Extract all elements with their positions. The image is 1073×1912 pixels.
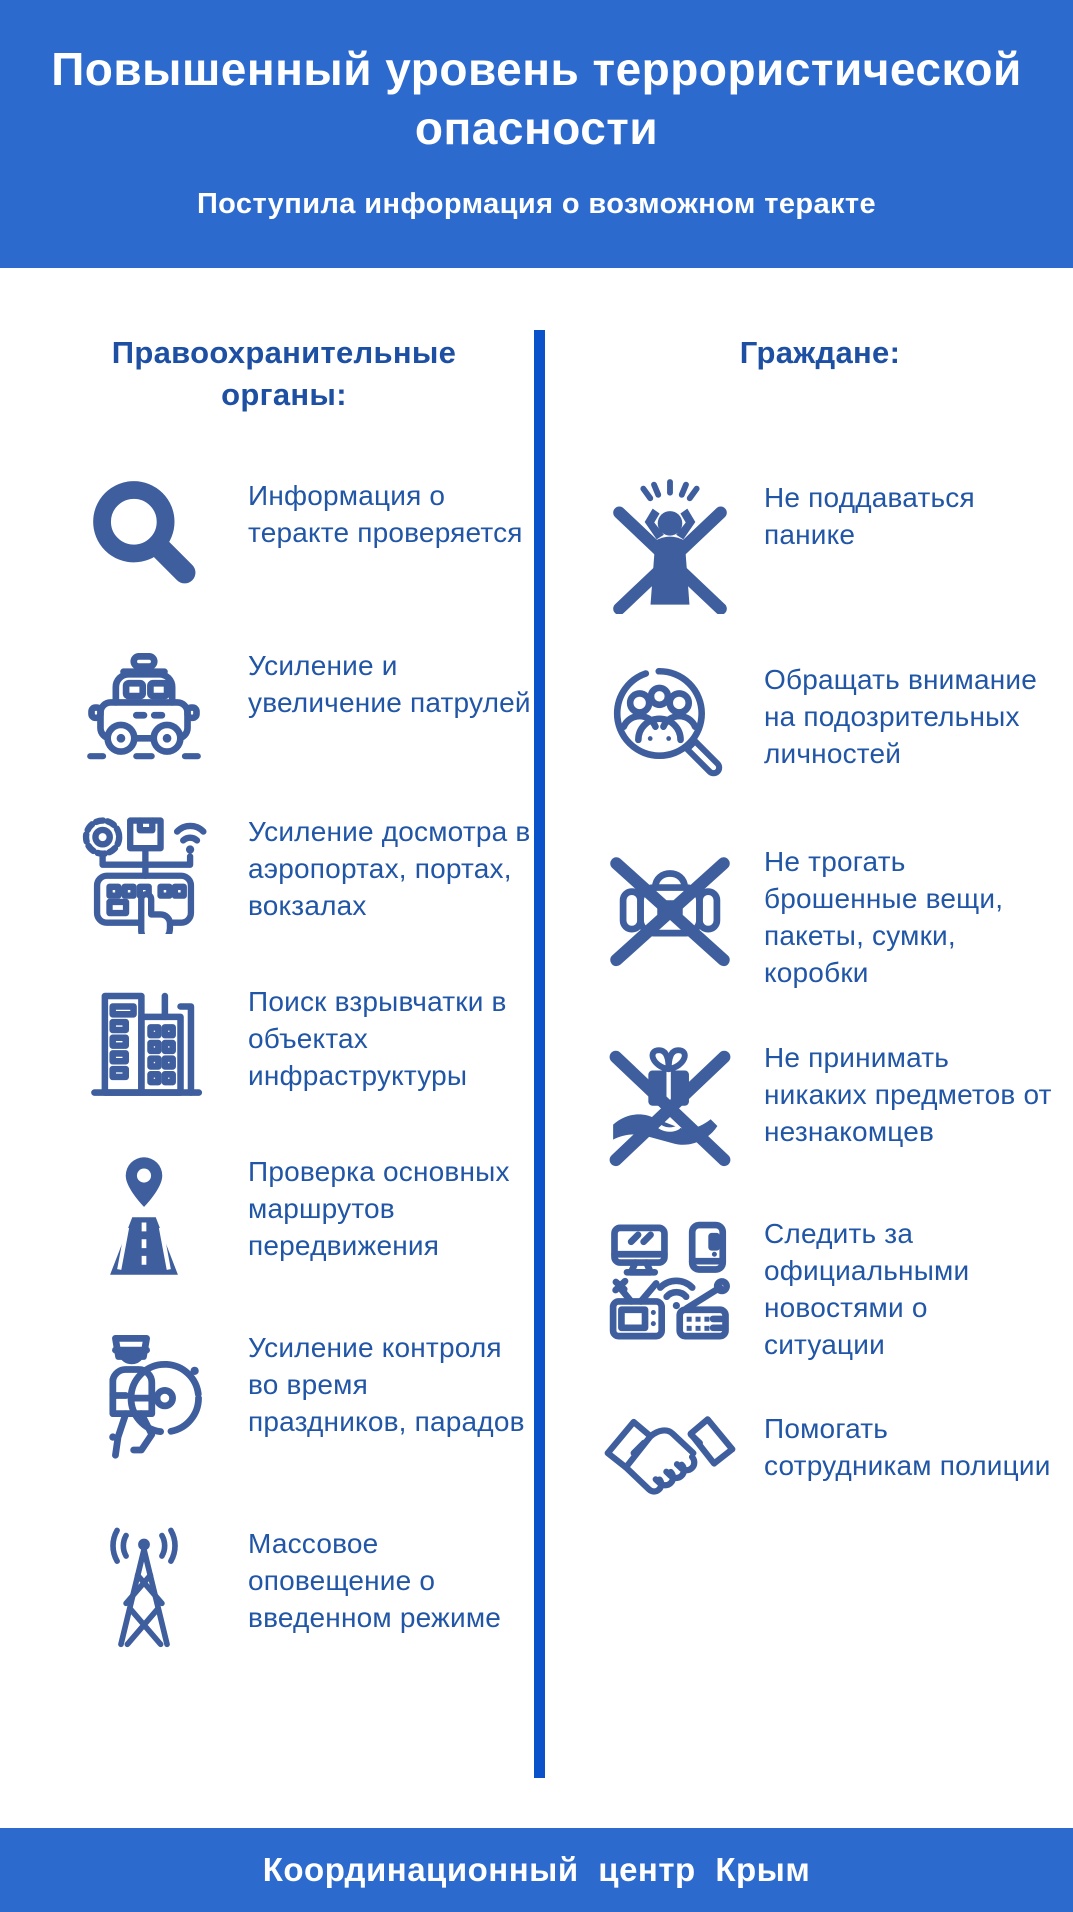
parade-guard-icon (64, 1328, 224, 1476)
footer-title: Координационный центр Крым (262, 1851, 811, 1888)
list-item (600, 660, 1073, 796)
column-heading-citizens: Граждане: (739, 335, 901, 370)
magnifier-icon (64, 476, 224, 598)
item-label: Информация о теракте проверяется (248, 479, 523, 548)
content-area (0, 268, 1073, 1828)
list-item (64, 1524, 534, 1652)
law-enforcement-items (64, 476, 534, 1652)
list-item (64, 982, 534, 1104)
item-label: Не трогать брошенные вещи, пакеты, сумки, коробки (764, 845, 1004, 988)
page-subtitle: Поступила информация о возможном теракте (196, 187, 877, 220)
crowd-magnifier-icon (600, 660, 740, 796)
column-citizens (546, 268, 1073, 1828)
footer-band (0, 1828, 1073, 1912)
list-item (600, 478, 1073, 614)
column-heading-law-enforcement: Правоохранительные органы: (111, 335, 457, 412)
list-item (64, 476, 534, 598)
item-label: Не поддаваться панике (764, 481, 975, 550)
road-pin-icon (64, 1152, 224, 1280)
item-label: Не принимать никаких предметов от незнакомцев (764, 1041, 1052, 1147)
column-divider (534, 330, 545, 1778)
item-label: Усиление и увеличение патрулей (248, 649, 531, 718)
police-car-icon (64, 646, 224, 764)
buildings-icon (64, 982, 224, 1104)
list-item (64, 1152, 534, 1280)
no-panic-icon (600, 478, 740, 614)
page-title: Повышенный уровень террористической опасности (51, 43, 1022, 154)
item-label: Проверка основных маршрутов передвижения (248, 1155, 510, 1261)
radio-tower-icon (64, 1524, 224, 1652)
item-label: Массовое оповещение о введенном режиме (248, 1527, 502, 1633)
item-label: Следить за официальными новостями о ситуации (764, 1217, 970, 1360)
handshake-icon (600, 1409, 740, 1505)
list-item (600, 842, 1073, 992)
no-abandoned-bag-icon (600, 842, 740, 968)
column-law-enforcement (0, 268, 534, 1828)
item-label: Поиск взрывчатки в объектах инфраструктуры (248, 985, 507, 1091)
list-item (64, 812, 534, 934)
official-news-icon (600, 1214, 740, 1350)
item-label: Обращать внимание на подозрительных личностей (764, 663, 1038, 769)
security-scanner-icon (64, 812, 224, 934)
list-item (600, 1214, 1073, 1364)
list-item (64, 1328, 534, 1476)
citizens-items (600, 478, 1073, 1506)
item-label: Помогать сотрудникам полиции (764, 1413, 1051, 1482)
list-item (64, 646, 534, 764)
list-item (600, 1409, 1073, 1505)
item-label: Усиление досмотра в аэропортах, портах, вокзалах (248, 815, 531, 921)
item-label: Усиление контроля во время праздников, парадов (248, 1331, 525, 1437)
header-band (0, 0, 1073, 268)
no-gift-icon (600, 1038, 740, 1168)
list-item (600, 1038, 1073, 1168)
